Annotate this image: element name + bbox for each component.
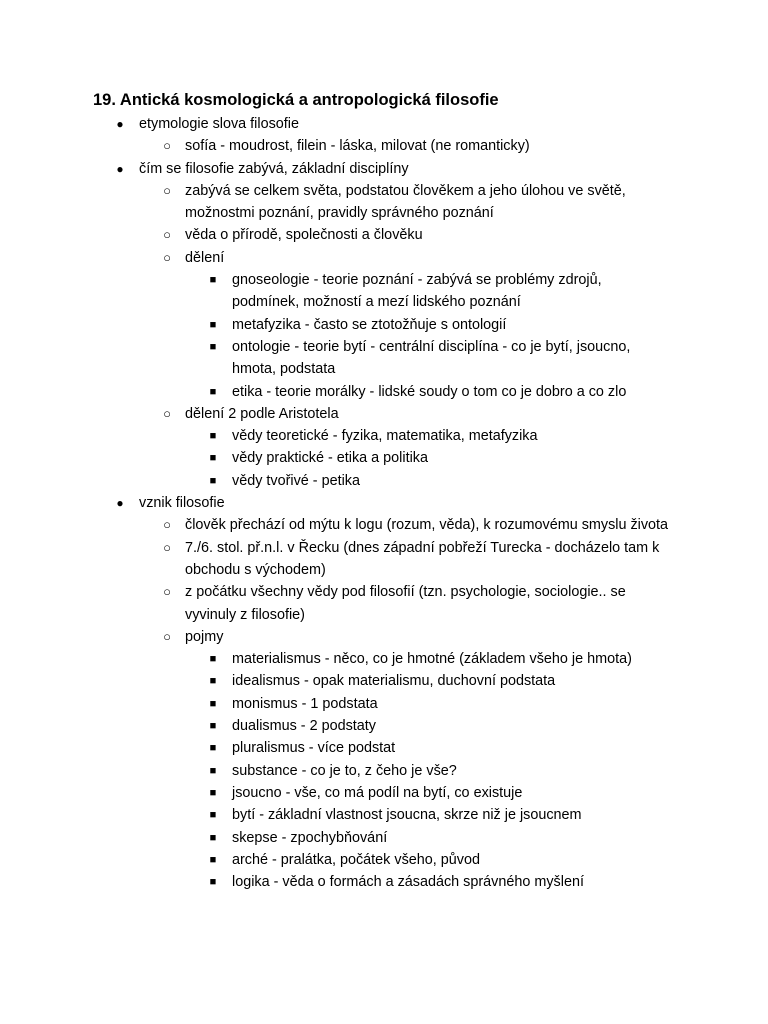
bullet-icon: ■ bbox=[209, 697, 217, 710]
list-item-text: monismus - 1 podstata bbox=[232, 695, 378, 712]
list-item bbox=[0, 180, 768, 225]
list-item bbox=[0, 626, 768, 648]
bullet-icon: ■ bbox=[209, 653, 217, 666]
list-item-text: metafyzika - často se ztotožňuje s ontologií bbox=[232, 316, 507, 333]
list-item bbox=[0, 492, 768, 514]
bullet-icon: ■ bbox=[209, 675, 217, 688]
list-item-text: vznik filosofie bbox=[139, 495, 225, 512]
list-item-text: logika - věda o formách a zásadách správného myšlení bbox=[232, 874, 584, 891]
list-item-text: věda o přírodě, společnosti a člověku bbox=[185, 227, 423, 244]
bullet-icon: ○ bbox=[163, 584, 171, 600]
list-item-text: skepse - zpochybňování bbox=[232, 829, 388, 846]
list-item-text: zabývá se celkem světa, podstatou člověkem a jeho úlohou ve světě, možnostmi poznání, pravidly správného poznání bbox=[185, 182, 626, 222]
list-item-text: dělení bbox=[185, 249, 225, 266]
list-item bbox=[0, 760, 768, 782]
list-item-text: etymologie slova filosofie bbox=[139, 116, 299, 132]
list-item-text: dualismus - 2 podstaty bbox=[232, 718, 376, 735]
bullet-icon: ■ bbox=[209, 452, 217, 465]
list-item bbox=[0, 113, 768, 135]
bullet-icon: ■ bbox=[209, 786, 217, 799]
list-item bbox=[0, 336, 768, 381]
list-item-text: substance - co je to, z čeho je vše? bbox=[232, 762, 457, 779]
bullet-icon: ○ bbox=[163, 405, 171, 421]
list-item bbox=[0, 381, 768, 403]
bullet-icon: ○ bbox=[163, 539, 171, 555]
bullet-icon: ■ bbox=[209, 274, 217, 287]
bullet-icon: ○ bbox=[163, 138, 171, 154]
list-item-text: arché - pralátka, počátek všeho, původ bbox=[232, 851, 480, 868]
bullet-icon: ■ bbox=[209, 853, 217, 866]
list-item-text: 7./6. stol. př.n.l. v Řecku (dnes západní pobřeží Turecka - docházelo tam k obchodu s východem) bbox=[185, 539, 660, 578]
list-item-text: člověk přechází od mýtu k logu (rozum, věda), k rozumovému smyslu života bbox=[185, 517, 669, 534]
list-item bbox=[0, 269, 768, 314]
list-item-text: ontologie - teorie bytí - centrální disciplína - co je bytí, jsoucno, hmota, podstata bbox=[232, 338, 631, 378]
list-item bbox=[0, 514, 768, 536]
bullet-icon: ■ bbox=[209, 720, 217, 733]
bullet-icon: ■ bbox=[209, 385, 217, 398]
list-item-text: čím se filosofie zabývá, základní disciplíny bbox=[139, 160, 409, 177]
list-item bbox=[0, 581, 768, 626]
bullet-icon: ■ bbox=[209, 430, 217, 443]
list-item bbox=[0, 871, 768, 893]
bullet-icon: ■ bbox=[209, 340, 217, 353]
list-item bbox=[0, 648, 768, 670]
list-item bbox=[0, 314, 768, 336]
list-item bbox=[0, 849, 768, 871]
list-item-text: idealismus - opak materialismu, duchovní podstata bbox=[232, 673, 556, 690]
list-item bbox=[0, 782, 768, 804]
list-item bbox=[0, 737, 768, 759]
list-item-text: vědy praktické - etika a politika bbox=[232, 450, 428, 467]
list-item-text: z počátku všechny vědy pod filosofií (tzn. psychologie, sociologie.. se vyvinuly z filosofie) bbox=[185, 584, 626, 623]
list-item-text: sofía - moudrost, filein - láska, milovat (ne romanticky) bbox=[185, 138, 530, 155]
list-item-text: bytí - základní vlastnost jsoucna, skrze niž je jsoucnem bbox=[232, 807, 582, 824]
list-item-text: dělení 2 podle Aristotela bbox=[185, 405, 339, 422]
list-item-text: gnoseologie - teorie poznání - zabývá se problémy zdrojů, podmínek, možností a mezí lidského poznání bbox=[232, 272, 602, 311]
bullet-icon: ■ bbox=[209, 474, 217, 487]
page-title: 19. Antická kosmologická a antropologická filosofie bbox=[93, 91, 499, 109]
list-item bbox=[0, 670, 768, 692]
list-item bbox=[0, 715, 768, 737]
list-item-text: etika - teorie morálky - lidské soudy o tom co je dobro a co zlo bbox=[232, 383, 627, 400]
outline-list bbox=[0, 113, 768, 893]
list-item bbox=[0, 804, 768, 826]
list-item-text: pojmy bbox=[185, 628, 224, 645]
list-item bbox=[0, 470, 768, 492]
list-item-text: vědy tvořivé - petika bbox=[232, 472, 360, 489]
list-item-text: materialismus - něco, co je hmotné (základem všeho je hmota) bbox=[232, 651, 632, 668]
list-item bbox=[0, 537, 768, 582]
list-item-text: pluralismus - více podstat bbox=[232, 740, 396, 757]
list-item bbox=[0, 693, 768, 715]
bullet-icon: ● bbox=[116, 117, 124, 131]
list-item bbox=[0, 158, 768, 180]
bullet-icon: ■ bbox=[209, 318, 217, 331]
list-item-text: jsoucno - vše, co má podíl na bytí, co existuje bbox=[232, 784, 523, 801]
list-item bbox=[0, 827, 768, 849]
bullet-icon: ■ bbox=[209, 764, 217, 777]
list-item bbox=[0, 135, 768, 157]
bullet-icon: ■ bbox=[209, 831, 217, 844]
bullet-icon: ■ bbox=[209, 876, 217, 889]
bullet-icon: ○ bbox=[163, 182, 171, 198]
bullet-icon: ○ bbox=[163, 249, 171, 265]
bullet-icon: ○ bbox=[163, 227, 171, 243]
list-item bbox=[0, 447, 768, 469]
list-item bbox=[0, 247, 768, 269]
bullet-icon: ■ bbox=[209, 809, 217, 822]
list-item bbox=[0, 224, 768, 246]
bullet-icon: ● bbox=[116, 496, 124, 511]
list-item bbox=[0, 425, 768, 447]
list-item-text: vědy teoretické - fyzika, matematika, metafyzika bbox=[232, 428, 538, 445]
list-item bbox=[0, 403, 768, 425]
bullet-icon: ○ bbox=[163, 628, 171, 644]
bullet-icon: ■ bbox=[209, 742, 217, 755]
bullet-icon: ○ bbox=[163, 517, 171, 533]
bullet-icon: ● bbox=[116, 161, 124, 176]
